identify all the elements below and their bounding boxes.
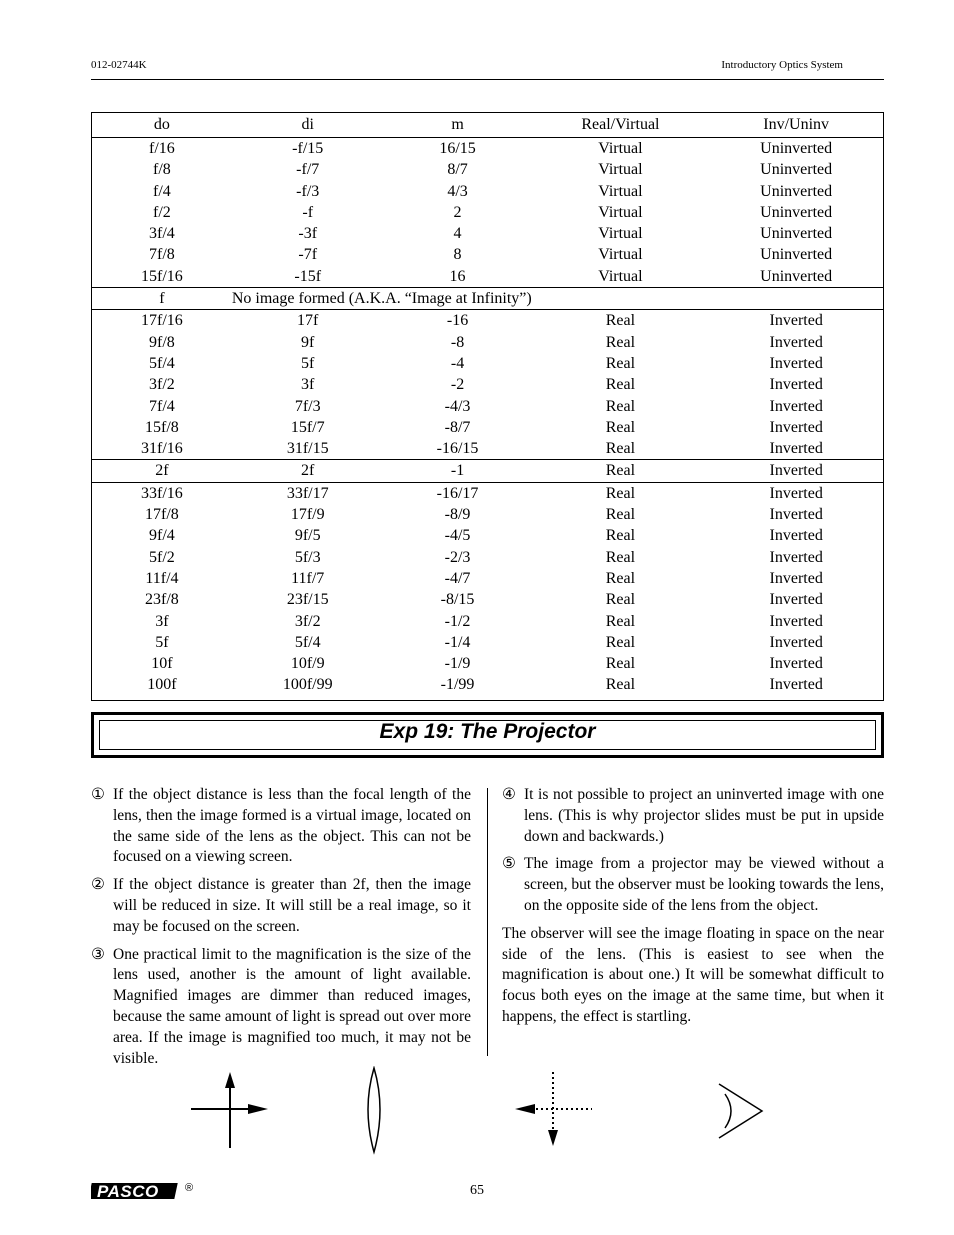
col-header-do: do: [153, 116, 170, 133]
table-cell: Inverted: [769, 397, 823, 415]
table-cell: Inverted: [769, 676, 823, 694]
table-cell: Virtual: [598, 161, 643, 179]
table-cell: 7f/4: [149, 397, 175, 415]
table-cell: f/4: [153, 182, 171, 200]
table-cell: Inverted: [709, 482, 883, 504]
table-cell: 3f/2: [294, 612, 321, 630]
note-number-5: ⑤: [502, 855, 516, 873]
table-cell: 15f/16: [141, 267, 183, 285]
table-header-row: [92, 113, 884, 138]
table-cell: 5f/3: [294, 548, 321, 566]
note-text-4: It is not possible to project an uninverted image with one lens. (This is why projector slides must be put in upside down and backwards.): [524, 786, 884, 845]
table-cell: -1: [384, 460, 532, 482]
col-header-di: di: [301, 116, 314, 133]
header-rule: [91, 79, 884, 80]
table-cell: -8/15: [440, 591, 475, 609]
table-cell: Virtual: [598, 225, 643, 243]
table-row: [92, 353, 884, 374]
table-cell: -8: [450, 333, 465, 351]
table-cell: Real: [605, 569, 636, 587]
table-cell: Inverted: [769, 612, 823, 630]
table-row: [92, 460, 884, 482]
convex-lens-icon: [368, 1068, 380, 1152]
table-row: [92, 374, 884, 395]
table-cell: Inverted: [709, 460, 883, 482]
table-cell: 100f: [147, 676, 177, 694]
table-cell: 31f/16: [141, 440, 183, 458]
table-cell: 5f/2: [149, 548, 175, 566]
table-cell: Real: [605, 591, 636, 609]
table-cell: Real: [532, 310, 710, 332]
header-doc-number: 012-02744K: [91, 59, 147, 71]
table-cell: Virtual: [598, 203, 643, 221]
table-cell: 7f/3: [294, 397, 321, 415]
table-cell: 5f/4: [149, 354, 175, 372]
table-row: [92, 653, 884, 674]
table-cell: 3f/4: [149, 225, 175, 243]
table-cell: 17f: [232, 310, 384, 332]
registered-mark: ®: [185, 1182, 194, 1194]
table-cell: Uninverted: [760, 161, 833, 179]
table-cell: Inverted: [769, 633, 823, 651]
table-cell: 15f/7: [290, 418, 325, 436]
table-cell: 17f/8: [145, 506, 179, 524]
table-cell: 2f: [92, 460, 232, 482]
down-arrow-icon: [548, 1130, 558, 1146]
table-row: [92, 138, 884, 160]
table-cell: 11f/7: [291, 569, 325, 587]
table-cell: -4/7: [444, 569, 471, 587]
table-row: [92, 332, 884, 353]
table-cell: -f/7: [296, 161, 320, 179]
table-cell: 23f/15: [286, 591, 329, 609]
table-cell: Real: [605, 397, 636, 415]
left-arrow-icon: [515, 1104, 535, 1114]
table-cell: Uninverted: [760, 267, 833, 285]
table-cell: Inverted: [769, 333, 823, 351]
note-number-1: ①: [91, 786, 105, 803]
table-cell: Inverted: [709, 310, 883, 332]
table-cell: -2/3: [444, 548, 471, 566]
table-cell: 16: [449, 267, 466, 285]
table-cell: 9f/8: [149, 333, 175, 351]
page-number: 65: [470, 1183, 484, 1198]
table-cell: 100f/99: [282, 676, 333, 694]
table-cell: Uninverted: [760, 203, 833, 221]
table-cell: Inverted: [769, 569, 823, 587]
table-cell: 5f/4: [294, 633, 321, 651]
table-cell: 8: [453, 246, 462, 264]
table-cell: -1/99: [440, 676, 475, 694]
note-text-5: The image from a projector may be viewed without a screen, but the observer must be looking towards the lens, on the opposite side of the lens from the object.: [524, 855, 884, 914]
observer-paragraph: The observer will see the image floating in space on the near side of the lens. (This is easiest to see when the magnification is about one.) It will be somewhat difficult to focus both eyes on the image at the same time, but when it happens, the effect is startling.: [502, 924, 884, 1025]
table-row: [92, 181, 884, 202]
section-title-box: [91, 712, 884, 758]
right-arrow-icon: [248, 1104, 268, 1114]
table-cell: 23f/8: [145, 591, 179, 609]
table-cell: -16/15: [436, 440, 479, 458]
note-item-2: [91, 875, 471, 937]
table-cell: f/16: [149, 140, 175, 157]
table-cell: 9f/4: [149, 527, 175, 545]
table-cell: Real: [605, 418, 636, 436]
table-cell: 11f/4: [145, 569, 179, 587]
image-distance-table: [91, 112, 884, 701]
table-cell: Virtual: [598, 267, 643, 285]
note-number-4: ④: [502, 786, 516, 803]
table-cell: -4/5: [444, 527, 471, 545]
note-number-2: ②: [91, 876, 105, 894]
table-cell: -3f: [298, 225, 318, 243]
table-cell: Real: [605, 506, 636, 524]
table-cell: -2: [450, 376, 465, 394]
table-cell: f/2: [153, 203, 171, 221]
table-cell: 9f/5: [294, 527, 321, 545]
observer-eye-figure: [719, 1084, 762, 1138]
table-cell: -4: [450, 354, 465, 372]
table-cell: Real: [605, 548, 636, 566]
table-row: [92, 611, 884, 632]
col-header-inv-uninv: Inv/Uninv: [763, 116, 830, 133]
table-cell: 17f/9: [290, 506, 325, 524]
notes-left-column: [91, 785, 471, 1076]
col-header-m: m: [451, 116, 464, 133]
eye-cornea-icon: [725, 1094, 731, 1128]
table-cell: Real: [605, 612, 636, 630]
table-cell: 15f/8: [145, 418, 179, 436]
table-row: [92, 589, 884, 610]
table-cell: 16/15: [439, 140, 476, 157]
table-row: [92, 482, 884, 504]
note-text-1: If the object distance is less than the focal length of the lens, then the image formed is a virtual image, located on the same side of the lens as the object. This can not be focused on a viewing screen.: [113, 786, 471, 866]
inverted-image-figure: [515, 1072, 592, 1146]
projector-diagram: [0, 1066, 954, 1176]
table-cell: -f/15: [292, 140, 324, 157]
table-cell: 7f/8: [149, 246, 175, 264]
table-cell: Uninverted: [760, 182, 833, 200]
note-number-3: ③: [91, 945, 105, 963]
table-cell: -15f: [294, 267, 322, 285]
table-cell: -1/4: [444, 633, 471, 651]
table-cell: -16/17: [384, 482, 532, 504]
convex-lens-figure: [368, 1068, 380, 1152]
table-cell: -1/9: [444, 655, 471, 673]
eye-outline-icon: [719, 1084, 762, 1138]
table-row: [92, 568, 884, 589]
table-row: [92, 396, 884, 417]
note-item-5: [502, 854, 884, 916]
table-cell: -8/9: [444, 506, 471, 524]
table-row-no-image: [92, 288, 884, 310]
table-cell: Real: [532, 460, 710, 482]
no-image-note: No image formed (A.K.A. “Image at Infinity”): [232, 288, 884, 310]
note-item-3: [91, 945, 471, 1070]
table-row: [92, 159, 884, 180]
table-cell: Real: [605, 527, 636, 545]
table-cell: Uninverted: [760, 140, 833, 157]
table-cell: 9f: [301, 333, 315, 351]
table-row: [92, 310, 884, 332]
table-cell: Uninverted: [760, 246, 833, 264]
table-cell: -f: [302, 203, 314, 221]
table-cell: 33f/16: [92, 482, 232, 504]
table-cell: 3f: [155, 612, 169, 630]
table-cell: -1/2: [444, 612, 471, 630]
table-cell: -4/3: [444, 397, 471, 415]
object-crosshair-figure: [191, 1072, 268, 1148]
table-cell: 2f: [232, 460, 384, 482]
table-cell: Inverted: [769, 376, 823, 394]
table-cell: -8/7: [444, 418, 471, 436]
table-cell: Real: [605, 655, 636, 673]
note-text-3: One practical limit to the magnification is the size of the lens used, another is the amount of light available. Magnified images are dimmer than reduced images, because the same amount of light is spread out over more area. If the image is magnified too much, it may not be visible.: [113, 945, 471, 1067]
table-cell: -f/3: [296, 182, 320, 200]
table-cell: Real: [532, 482, 710, 504]
table-cell: -16: [384, 310, 532, 332]
table-row: [92, 547, 884, 568]
table-row: [92, 417, 884, 438]
table-cell-do: f: [92, 288, 232, 310]
table-cell: 10f: [151, 655, 173, 673]
table-cell: Inverted: [769, 591, 823, 609]
table-row: [92, 266, 884, 288]
notes-right-column: [502, 785, 884, 1028]
table-cell: Virtual: [598, 246, 643, 264]
table-row: [92, 202, 884, 223]
table-cell: Virtual: [598, 182, 643, 200]
table-cell: 4: [453, 225, 462, 243]
up-arrow-icon: [225, 1072, 235, 1088]
table-cell: Real: [605, 676, 636, 694]
table-cell: Inverted: [769, 506, 823, 524]
table-cell: 5f: [155, 633, 169, 651]
note-item-4: [502, 785, 884, 847]
table-cell: 17f/16: [92, 310, 232, 332]
table-cell: 33f/17: [232, 482, 384, 504]
table-cell: Real: [605, 633, 636, 651]
table-cell: 5f: [301, 354, 315, 372]
table-cell: Real: [605, 376, 636, 394]
column-divider: [487, 788, 488, 1056]
header-manual-title: Introductory Optics System: [721, 59, 843, 71]
table-cell: 3f: [301, 376, 315, 394]
table-row: [92, 223, 884, 244]
table-cell: Inverted: [769, 548, 823, 566]
table-cell: Inverted: [769, 655, 823, 673]
table-cell: Inverted: [769, 418, 823, 436]
table-cell: Virtual: [598, 140, 643, 157]
pasco-logo-text: PASCO: [97, 1182, 159, 1201]
table-row: [92, 438, 884, 460]
section-title: Exp 19: The Projector: [379, 720, 596, 743]
table-cell: Inverted: [769, 354, 823, 372]
table-cell: Real: [605, 440, 636, 458]
table-cell: 2: [453, 203, 462, 221]
table-row: [92, 244, 884, 265]
table-cell: Inverted: [769, 527, 823, 545]
table-cell: 8/7: [447, 161, 468, 179]
table-cell: f/8: [153, 161, 171, 179]
table-cell: Uninverted: [760, 225, 833, 243]
table-cell: 31f/15: [286, 440, 329, 458]
table-cell: Real: [605, 333, 636, 351]
table-cell: Inverted: [769, 440, 823, 458]
table-body: [92, 138, 884, 701]
note-item-1: [91, 785, 471, 868]
table-cell: 4/3: [447, 182, 468, 200]
table-row: [92, 504, 884, 525]
table-row: [92, 674, 884, 700]
table-row: [92, 632, 884, 653]
table-cell: -7f: [298, 246, 318, 264]
table-cell: 3f/2: [149, 376, 175, 394]
col-header-real-virtual: Real/Virtual: [581, 116, 660, 133]
table-cell: Real: [605, 354, 636, 372]
table-cell: 10f/9: [290, 655, 325, 673]
note-text-2: If the object distance is greater than 2f, then the image will be reduced in size. It will still be a real image, so it may be focused on the screen.: [113, 876, 471, 935]
table-row: [92, 525, 884, 546]
